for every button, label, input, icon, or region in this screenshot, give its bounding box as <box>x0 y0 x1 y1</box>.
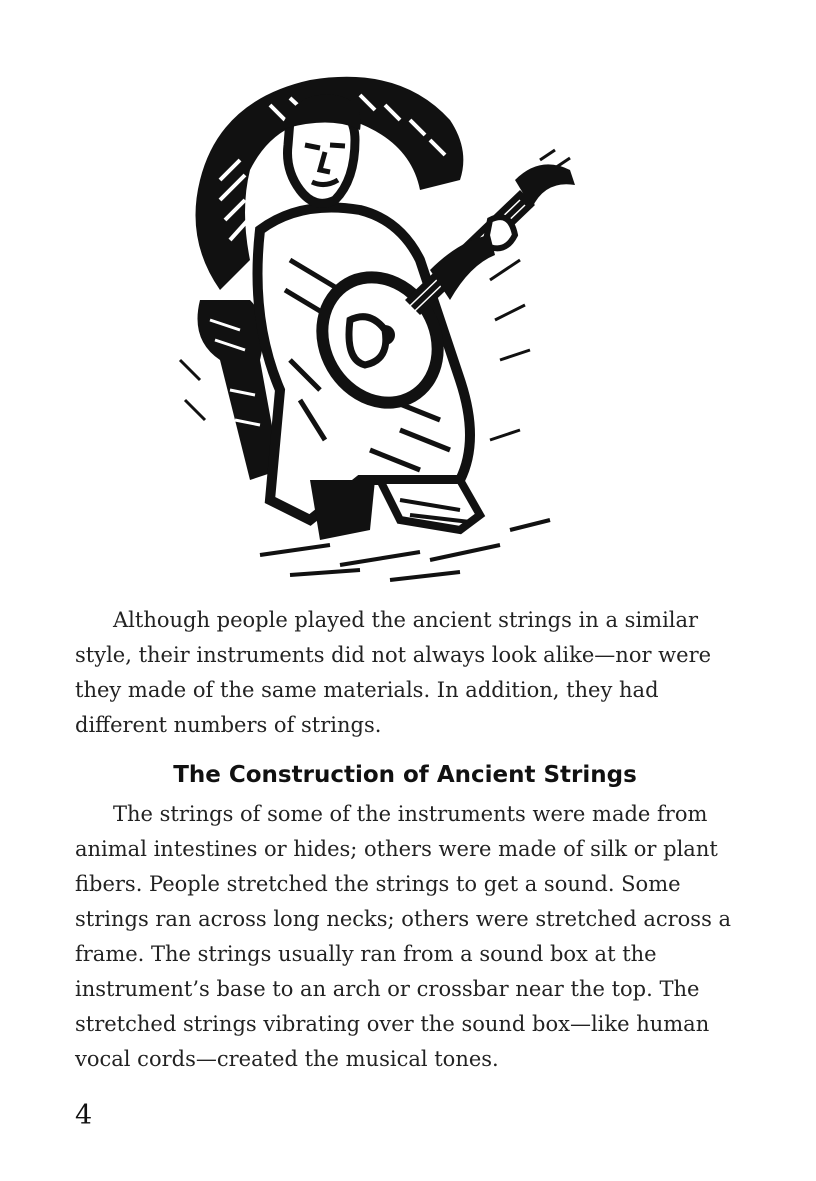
page-number: 4 <box>75 1100 93 1131</box>
woodcut-musician-playing-lute-icon <box>160 60 610 590</box>
section-heading: The Construction of Ancient Strings <box>173 762 637 788</box>
paragraph-intro: Although people played the ancient strings in a similar style, their instruments did not always look alike—nor were they made of the same materials. In addition, they had different numbers of strings. <box>75 608 712 737</box>
paragraph-construction: The strings of some of the instruments were made from animal intestines or hides; others were made of silk or plant fibers. People stretched the strings to get a sound. Some strings ran across long necks; others were stretched across a frame. The strings usually ran from a sound box at the instrument’s base to an arch or crossbar near the top. The stretched strings vibrating over the sound box—like human vocal cords—created the musical tones. <box>75 802 732 1071</box>
